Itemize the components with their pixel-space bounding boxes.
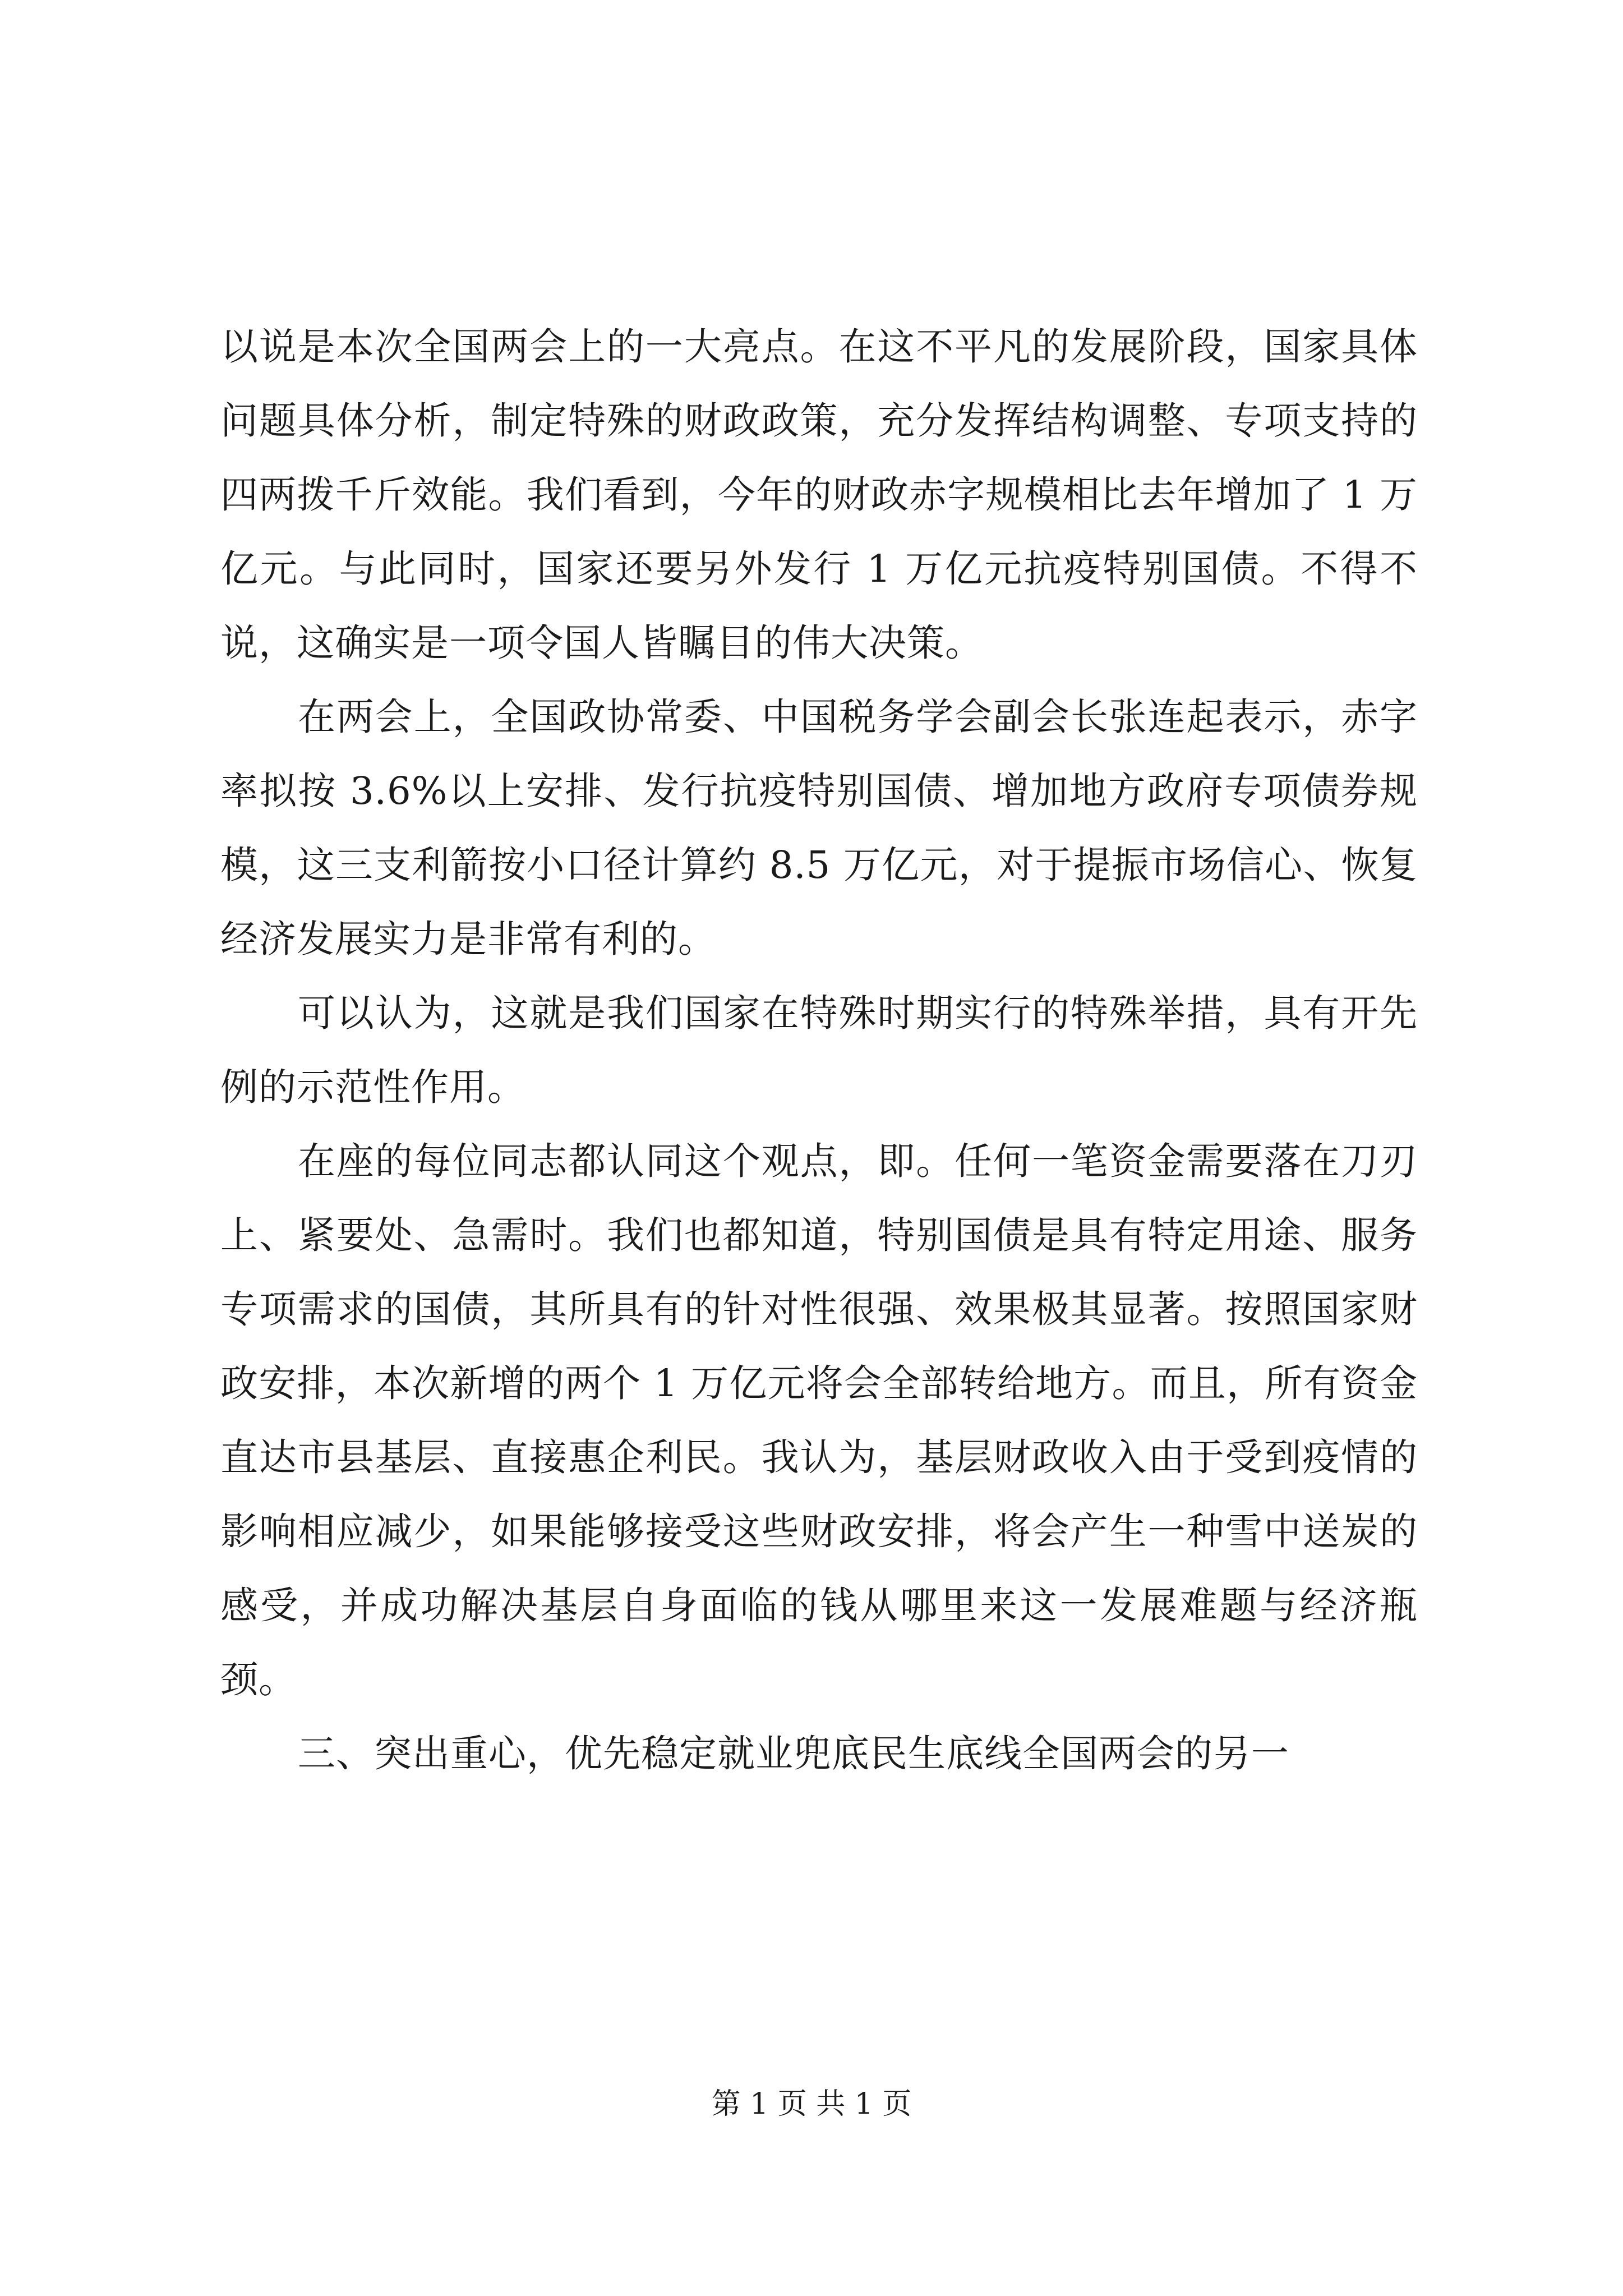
page-number: 第 1 页 共 1 页	[711, 2087, 912, 2121]
paragraph: 在两会上，全国政协常委、中国税务学会副会长张连起表示，赤字率拟按 3.6%以上安排、发行抗疫特别国债、增加地方政府专项债券规模，这三支利箭按小口径计算约 8.5 万亿元，对于提振市场信心、恢复经济发展实力是非常有利的。	[220, 695, 1418, 961]
paragraph-continued: 以说是本次全国两会上的一大亮点。在这不平凡的发展阶段，国家具体问题具体分析，制定特殊的财政政策，充分发挥结构调整、专项支持的四两拨千斤效能。我们看到，今年的财政赤字规模相比去年增加了 1 万亿元。与此同时，国家还要另外发行 1 万亿元抗疫特别国债。不得不说，这确实是一项令国人皆瞩目的伟大决策。	[220, 325, 1418, 665]
document-body	[220, 310, 1418, 1791]
paragraph: 可以认为，这就是我们国家在特殊时期实行的特殊举措，具有开先例的示范性作用。	[220, 991, 1418, 1109]
paragraph: 在座的每位同志都认同这个观点，即。任何一笔资金需要落在刀刃上、紧要处、急需时。我们也都知道，特别国债是具有特定用途、服务专项需求的国债，其所具有的针对性很强、效果极其显著。按照国家财政安排，本次新增的两个 1 万亿元将会全部转给地方。而且，所有资金直达市县基层、直接惠企利民。我认为，基层财政收入由于受到疫情的影响相应减少，如果能够接受这些财政安排，将会产生一种雪中送炭的感受，并成功解决基层自身面临的钱从哪里来这一发展难题与经济瓶颈。	[220, 1139, 1418, 1701]
page-footer	[0, 2085, 1623, 2124]
section-heading-paragraph: 三、突出重心，优先稳定就业兜底民生底线全国两会的另一	[298, 1732, 1289, 1775]
